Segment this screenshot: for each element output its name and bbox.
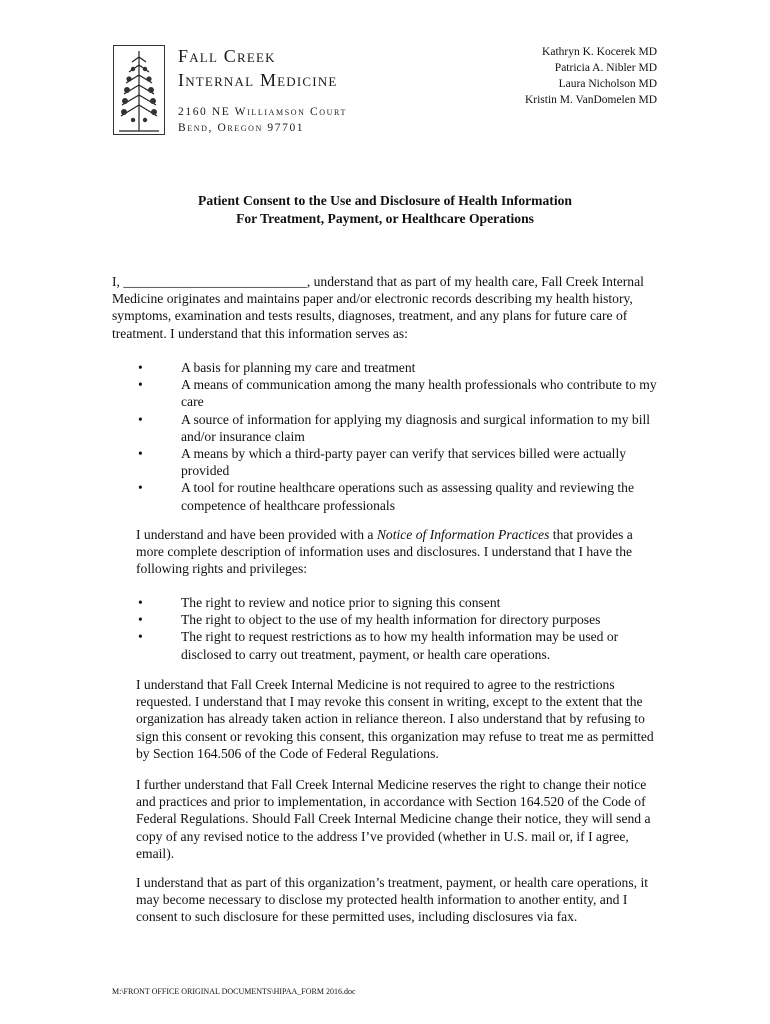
list-item: [136, 594, 658, 611]
list-item-text: The right to object to the use of my health information for directory purposes: [181, 612, 601, 628]
uses-list: [136, 359, 658, 514]
list-item: [136, 479, 658, 513]
restrictions-paragraph: I understand that Fall Creek Internal Medicine is not required to agree to the restrictions requested. I understand that I may revoke this consent in writing, except to the extent that the organization has already taken action in reliance thereon. I also understand that by refusing to sign this consent or revoking this consent, this organization may refuse to treat me as permitted by Section 164.506 of the Code of Federal Regulations.: [136, 677, 654, 761]
list-item-text: The right to review and notice prior to signing this consent: [181, 595, 501, 610]
list-item-text: A source of information for applying my diagnosis and surgical information to my bill and/or insurance claim: [181, 411, 651, 444]
practice-name-line2: Internal Medicine: [178, 70, 338, 90]
physician-name: Laura Nicholson MD: [558, 78, 657, 90]
tree-logo-icon: [113, 45, 165, 135]
file-path-footer: M:\FRONT OFFICE ORIGINAL DOCUMENTS\HIPAA_FORM 2016.doc: [112, 987, 356, 996]
physician-name: Kristin M. VanDomelen MD: [524, 94, 657, 106]
list-item-text: A means by which a third-party payer can verify that services billed were actually provided: [181, 446, 627, 479]
list-item: [136, 628, 658, 662]
bullet: •: [138, 595, 143, 610]
list-item: [136, 611, 658, 628]
practice-header: [178, 44, 347, 136]
bullet: •: [138, 629, 143, 645]
document-title: [0, 192, 770, 228]
bullet: •: [138, 480, 143, 496]
bullet: •: [138, 446, 143, 462]
list-item-text: The right to request restrictions as to how my health information may be used or disclosed to carry out treatment, payment, or health care operations.: [181, 629, 619, 662]
list-item: [136, 445, 658, 479]
list-item-text: A basis for planning my care and treatment: [181, 360, 416, 375]
rights-list: [136, 594, 658, 663]
title-line2: For Treatment, Payment, or Healthcare Operations: [236, 211, 534, 226]
notice-paragraph: [136, 526, 658, 578]
list-item: [136, 411, 658, 445]
physician-name: Kathryn K. Kocerek MD: [542, 46, 657, 58]
physician-name: Patricia A. Nibler MD: [554, 62, 657, 74]
address-line1: 2160 NE Williamson Court: [178, 106, 347, 118]
notice-title-italic: Notice of Information Practices: [376, 527, 550, 542]
intro-paragraph: I, ___________________________, understand that as part of my health care, Fall Creek Internal Medicine originates and maintains paper and/or electronic records describing my health history, symptoms, examination and tests results, diagnoses, treatment, and any plans for future care of treatment. I understand that this information serves as:: [112, 274, 644, 341]
bullet: •: [138, 612, 143, 628]
list-item: [136, 359, 658, 376]
address-line2: Bend, Oregon 97701: [178, 122, 305, 134]
list-item: [136, 376, 658, 410]
changes-paragraph: I further understand that Fall Creek Internal Medicine reserves the right to change their notice and practices and prior to implementation, in accordance with Section 164.520 of the Code of Federal Regulations. Should Fall Creek Internal Medicine change their notice, they will send a copy of any revised notice to the address I’ve provided (whether in U.S. mail or, if I agree, email).: [136, 777, 651, 861]
bullet: •: [138, 411, 143, 427]
bullet: •: [138, 377, 143, 393]
notice-text-before: I understand and have been provided with a: [136, 527, 377, 542]
notice-text-after: that provides a more complete description of information uses and disclosures. I understand that I have the following rights and privileges:: [136, 527, 633, 577]
list-item-text: A means of communication among the many health professionals who contribute to my care: [181, 377, 657, 410]
physician-list: [525, 44, 657, 108]
list-item-text: A tool for routine healthcare operations such as assessing quality and reviewing the competence of healthcare professionals: [181, 480, 635, 513]
bullet: •: [138, 360, 143, 375]
title-line1: Patient Consent to the Use and Disclosure of Health Information: [198, 193, 572, 208]
disclosure-paragraph: I understand that as part of this organization’s treatment, payment, or health care operations, it may become necessary to disclose my protected health information to another entity, and I consent to such disclosure for these permitted uses, including disclosures via fax.: [136, 875, 648, 925]
practice-name-line1: Fall Creek: [178, 46, 276, 66]
